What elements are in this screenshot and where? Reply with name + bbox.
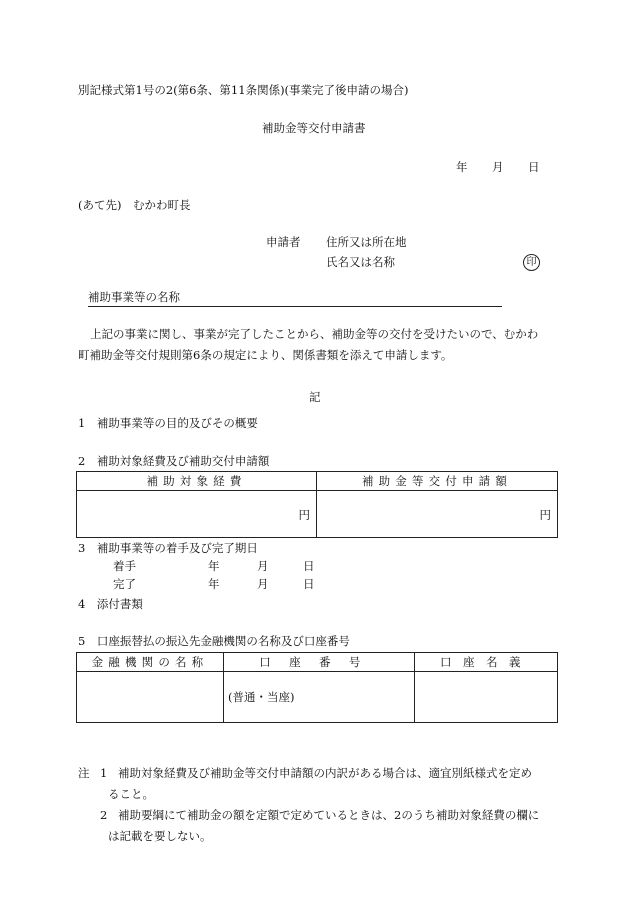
expense-cell[interactable]: [77, 491, 317, 538]
start-day: 日: [303, 559, 315, 573]
address-label: 住所又は所在地: [326, 235, 407, 249]
account-holder-cell[interactable]: [415, 672, 558, 723]
name-label: 氏名又は名称: [326, 255, 395, 269]
item-2: 2 補助対象経費及び補助交付申請額: [78, 454, 270, 468]
body-text-line-2: 町補助金等交付規則第6条の規定により、関係書類を添えて申請します。: [78, 348, 453, 362]
document-title: 補助金等交付申請書: [262, 121, 366, 135]
account-number-cell[interactable]: [224, 672, 415, 723]
date-year-label: 年: [456, 160, 468, 174]
ki-heading: 記: [309, 390, 321, 404]
end-day: 日: [303, 577, 315, 591]
project-name-label: 補助事業等の名称: [88, 290, 180, 304]
requested-amount-header: 補助金等交付申請額: [317, 472, 558, 491]
date-day-label: 日: [528, 160, 540, 174]
seal-mark: 印: [523, 254, 540, 271]
body-text-line-1: 上記の事業に関し、事業が完了したことから、補助金等の交付を受けたいので、むかわ: [90, 327, 539, 341]
start-year: 年: [208, 559, 220, 573]
addressee: (あて先) むかわ町長: [78, 198, 191, 212]
item-1: 1 補助事業等の目的及びその概要: [78, 416, 258, 430]
applicant-label: 申請者: [266, 235, 301, 249]
bank-name-cell[interactable]: [77, 672, 224, 723]
item-4: 4 添付書類: [78, 597, 143, 611]
item-3: 3 補助事業等の着手及び完了期日: [78, 541, 258, 555]
note-2-line-1: 補助要綱にて補助金の額を定額で定めているときは、2のうち補助対象経費の欄に: [118, 808, 540, 822]
yen-unit: 円: [539, 508, 551, 522]
note-1-line-1: 補助対象経費及び補助金等交付申請額の内訳がある場合は、適宜別紙様式を定め: [118, 766, 532, 780]
account-number-header: 口座番号: [224, 653, 415, 672]
end-month: 月: [257, 577, 269, 591]
note-1-number: 1: [100, 766, 108, 780]
date-month-label: 月: [492, 160, 504, 174]
bank-name-header: 金融機関の名称: [77, 653, 224, 672]
account-type: (普通・当座): [228, 690, 295, 704]
notes-prefix: 注: [78, 766, 90, 780]
expense-header: 補助対象経費: [77, 472, 317, 491]
account-holder-header: 口座名義: [415, 653, 558, 672]
form-reference: 別記様式第1号の2(第6条、第11条関係)(事業完了後申請の場合): [78, 83, 409, 97]
end-year: 年: [208, 577, 220, 591]
note-1-line-2: ること。: [108, 787, 154, 801]
item-5: 5 口座振替払の振込先金融機関の名称及び口座番号: [78, 634, 350, 648]
project-name-field: [88, 291, 502, 307]
requested-amount-cell[interactable]: [317, 491, 558, 538]
start-label: 着手: [113, 559, 136, 573]
bank-account-table: [76, 652, 558, 723]
note-2-number: 2: [100, 808, 108, 822]
expense-table: [76, 471, 558, 538]
note-2-line-2: は記載を要しない。: [108, 829, 212, 843]
yen-unit: 円: [298, 508, 310, 522]
start-month: 月: [257, 559, 269, 573]
end-label: 完了: [113, 577, 136, 591]
